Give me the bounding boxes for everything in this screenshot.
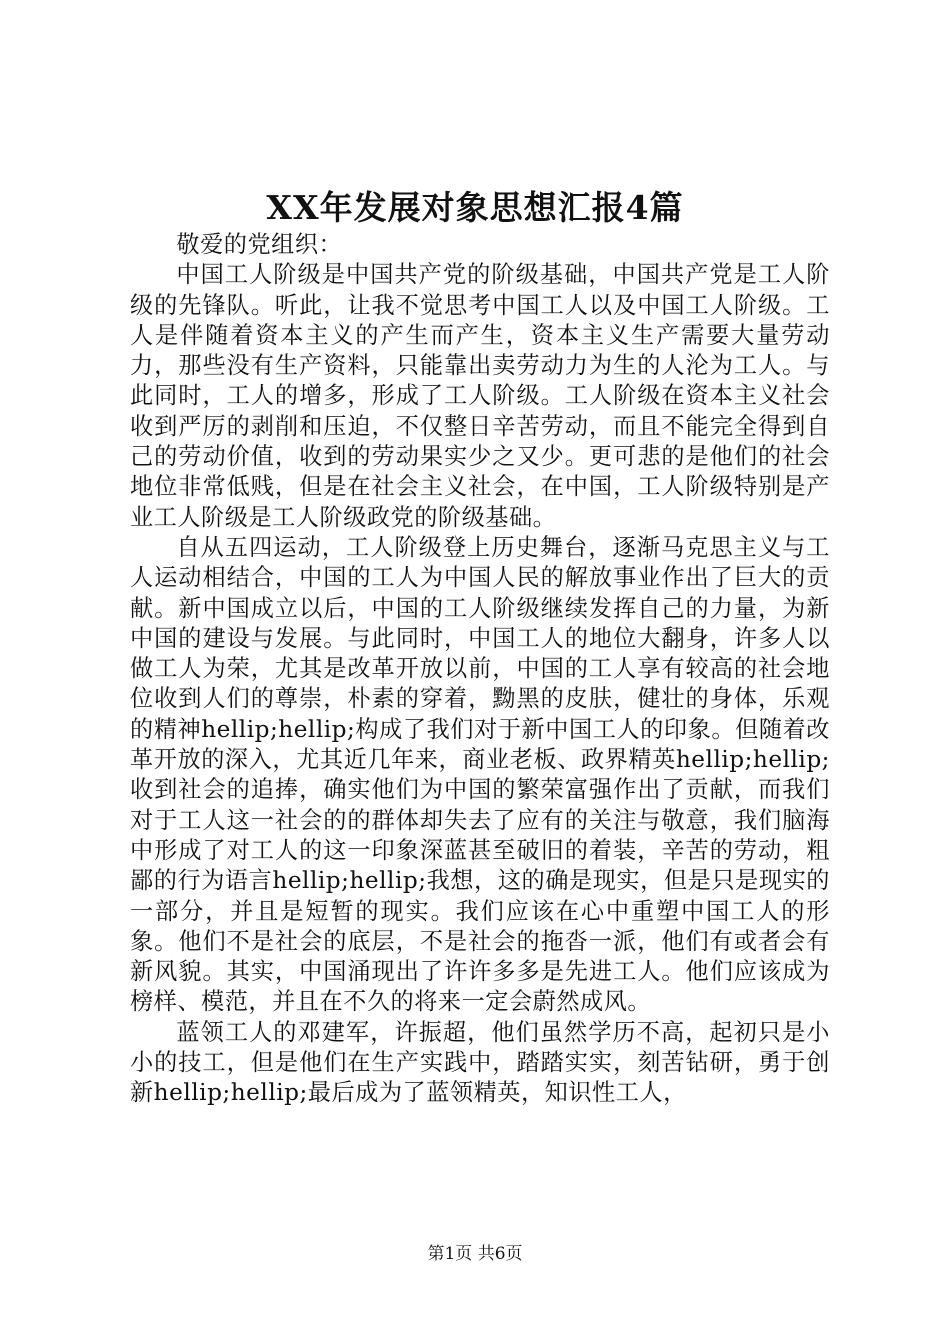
paragraph-3: 蓝领工人的邓建军，许振超，他们虽然学历不高，起初只是小小的技工，但是他们在生产实践中，踏踏实实，刻苦钻研，勇于创新hellip;hellip;最后成为了蓝领精英，知识性工人， <box>130 1018 830 1107</box>
page-number-footer: 第1页 共6页 <box>427 1244 523 1264</box>
document-body <box>130 230 830 1109</box>
paragraph-1: 中国工人阶级是中国共产党的阶级基础，中国共产党是工人阶级的先锋队。听此，让我不觉思考中国工人以及中国工人阶级。工人是伴随着资本主义的产生而产生，资本主义生产需要大量劳动力，那些没有生产资料，只能靠出卖劳动力为生的人沦为工人。与此同时，工人的增多，形成了工人阶级。工人阶级在资本主义社会收到严厉的剥削和压迫，不仅整日辛苦劳动，而且不能完全得到自己的劳动价值，收到的劳动果实少之又少。更可悲的是他们的社会地位非常低贱，但是在社会主义社会，在中国，工人阶级特别是产业工人阶级是工人阶级政党的阶级基础。 <box>130 261 830 531</box>
salutation: 敬爱的党组织： <box>176 231 343 258</box>
paragraph-2: 自从五四运动，工人阶级登上历史舞台，逐渐马克思主义与工人运动相结合，中国的工人为中国人民的解放事业作出了巨大的贡献。新中国成立以后，中国的工人阶级继续发挥自己的力量，为新中国的建设与发展。与此同时，中国工人的地位大翻身，许多人以做工人为荣，尤其是改革开放以前，中国的工人享有较高的社会地位收到人们的尊崇，朴素的穿着，黝黑的皮肤，健壮的身体，乐观的精神hellip;hellip;构成了我们对于新中国工人的印象。但随着改革开放的深入，尤其近几年来，商业老板、政界精英hellip;hellip;收到社会的追捧，确实他们为中国的繁荣富强作出了贡献，而我们对于工人这一社会的的群体却失去了应有的关注与敬意，我们脑海中形成了对工人的这一印象深蓝甚至破旧的着装，辛苦的劳动，粗鄙的行为语言hellip;hellip;我想，这的确是现实，但是只是现实的一部分，并且是短暂的现实。我们应该在心中重塑中国工人的形象。他们不是社会的底层，不是社会的拖沓一派，他们有或者会有新风貌。其实，中国涌现出了许许多多是先进工人。他们应该成为榜样、模范，并且在不久的将来一定会蔚然成风。 <box>130 533 830 1016</box>
document-title: XX年发展对象思想汇报4篇 <box>266 188 684 227</box>
